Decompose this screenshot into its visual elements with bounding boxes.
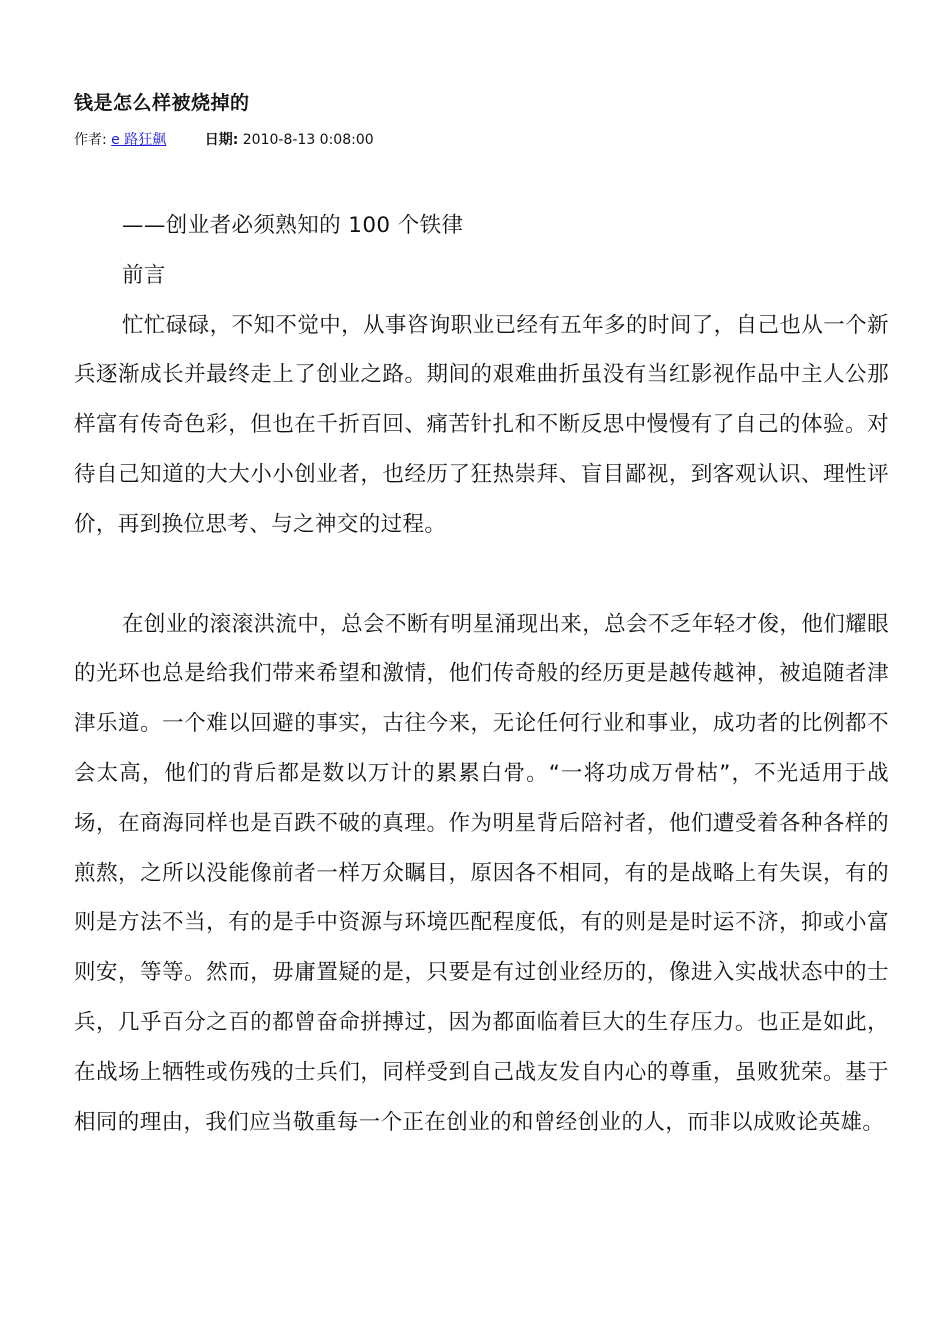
author-link[interactable]: e 路狂飙 [111,132,167,148]
author-label: 作者: [74,132,107,148]
date-value: 2010-8-13 0:08:00 [242,132,374,148]
article-body [74,201,889,1147]
article-title: 钱是怎么样被烧掉的 [74,92,250,114]
article-subtitle: ——创业者必须熟知的 100 个铁律 [122,213,464,238]
body-paragraph-1: 忙忙碌碌，不知不觉中，从事咨询职业已经有五年多的时间了，自己也从一个新兵逐渐成长并最终走上了创业之路。期间的艰难曲折虽没有当红影视作品中主人公那样富有传奇色彩，但也在千折百回、痛苦针扎和不断反思中慢慢有了自己的体验。对待自己知道的大大小小创业者，也经历了狂热崇拜、盲目鄙视，到客观认识、理性评价，再到换位思考、与之神交的过程。 [74,312,889,537]
preface-heading: 前言 [122,262,166,288]
paragraph-spacer [74,550,889,600]
article-meta [74,129,374,149]
date-label: 日期: [204,132,239,148]
body-paragraph-2: 在创业的滚滚洪流中，总会不断有明星涌现出来，总会不乏年轻才俊，他们耀眼的光环也总是给我们带来希望和激情，他们传奇般的经历更是越传越神，被追随者津津乐道。一个难以回避的事实，古往今来，无论任何行业和事业，成功者的比例都不会太高，他们的背后都是数以万计的累累白骨。“一将功成万骨枯”，不光适用于战场，在商海同样也是百跌不破的真理。作为明星背后陪衬者，他们遭受着各种各样的煎熬，之所以没能像前者一样万众瞩目，原因各不相同，有的是战略上有失误，有的则是方法不当，有的是手中资源与环境匹配程度低，有的则是是时运不济，抑或小富则安，等等。然而，毋庸置疑的是，只要是有过创业经历的，像进入实战状态中的士兵，几乎百分之百的都曾奋命拼搏过，因为都面临着巨大的生存压力。也正是如此，在战场上牺牲或伤残的士兵们，同样受到自己战友发自内心的尊重，虽败犹荣。基于相同的理由，我们应当敬重每一个正在创业的和曾经创业的人，而非以成败论英雄。 [74,611,889,1135]
